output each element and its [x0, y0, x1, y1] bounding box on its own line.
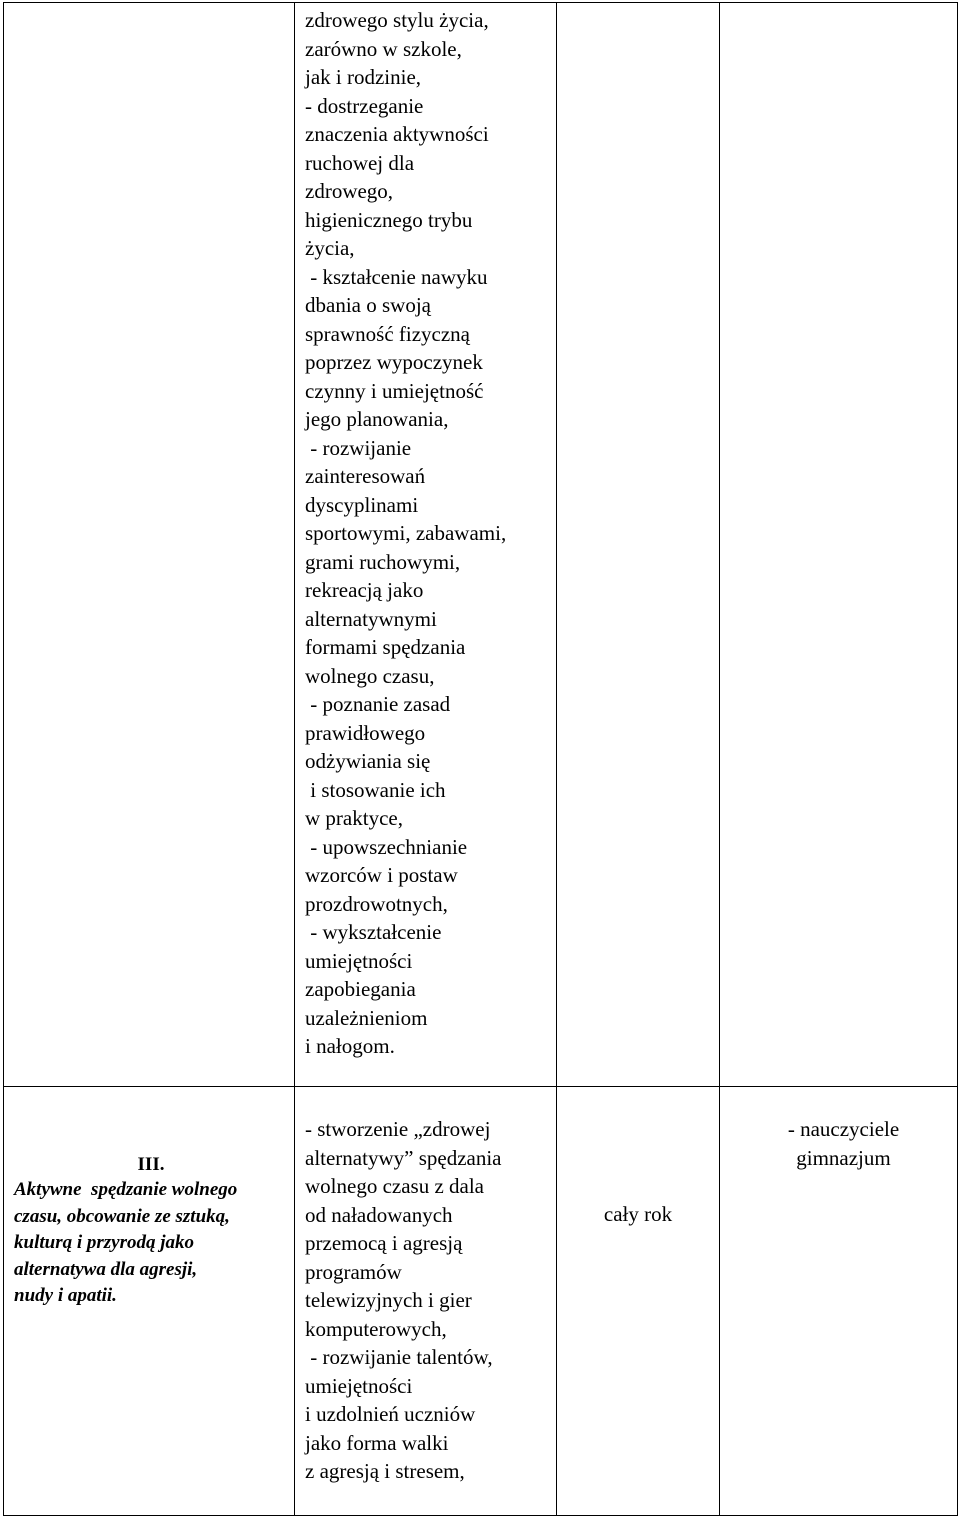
text-line: dyscyplinami: [305, 492, 419, 517]
text-line: programów: [305, 1259, 402, 1284]
text-line: zdrowego stylu życia,: [305, 8, 489, 32]
text-line: i stosowanie ich: [305, 777, 446, 802]
text-line: uzależnieniom: [305, 1005, 428, 1030]
text-line: i uzdolnień uczniów: [305, 1402, 476, 1426]
text-line: alternatywy” spędzania: [305, 1145, 502, 1170]
text-line: prozdrowotnych,: [305, 891, 448, 916]
section-number: III.: [137, 1154, 165, 1175]
goals-cell: [295, 3, 557, 1087]
text-line: wolnego czasu,: [305, 663, 435, 688]
text-line: jako forma walki: [305, 1430, 449, 1455]
text-line: - dostrzeganie: [305, 93, 424, 118]
text-line: grami ruchowymi,: [305, 549, 461, 574]
text-line: formami spędzania: [305, 635, 466, 659]
text-line: odżywiania się: [305, 749, 431, 773]
period-cell: [557, 3, 720, 1087]
text-line: i nałogom.: [305, 1034, 395, 1058]
goals-text: [295, 1087, 556, 1486]
responsible-cell: [720, 3, 958, 1087]
section-title: Aktywne spędzanie wolnego czasu, obcowanie ze sztuką, kulturą i przyrodą jako alternatywa dla agresji, nudy i apatii.: [14, 1179, 238, 1306]
goals-cell: [295, 1087, 557, 1516]
text-line: - upowszechnianie: [305, 834, 468, 859]
text-line: od naładowanych: [305, 1202, 453, 1227]
text-line: umiejętności: [305, 1373, 413, 1398]
text-line: - kształcenie nawyku: [305, 264, 488, 289]
text-line: rekreacją jako: [305, 578, 424, 602]
section-cell: [4, 1087, 295, 1516]
text-line: - rozwijanie talentów,: [305, 1345, 493, 1369]
text-line: przemocą i agresją: [305, 1231, 463, 1255]
text-line: poprzez wypoczynek: [305, 350, 483, 374]
text-line: - stworzenie „zdrowej: [305, 1117, 491, 1141]
text-line: ruchowej dla: [305, 150, 415, 175]
text-line: - poznanie zasad: [305, 692, 451, 716]
text-line: jak i rodzinie,: [305, 65, 422, 89]
program-table: [3, 2, 958, 1516]
text-line: z agresją i stresem,: [305, 1459, 465, 1483]
period-text: cały rok: [603, 1202, 673, 1226]
text-line: czynny i umiejętność: [305, 378, 484, 403]
goals-text: [295, 3, 556, 1061]
text-line: - rozwijanie: [305, 435, 412, 460]
responsible-cell: [720, 1087, 958, 1516]
table-row: [4, 3, 958, 1087]
text-line: zapobiegania: [305, 977, 416, 1001]
text-line: dbania o swoją: [305, 293, 431, 317]
text-line: wzorców i postaw: [305, 863, 458, 887]
text-line: sportowymi, zabawami,: [305, 521, 507, 545]
text-line: zarówno w szkole,: [305, 36, 462, 61]
text-line: - wykształcenie: [305, 920, 442, 944]
text-line: sprawność fizyczną: [305, 321, 471, 346]
text-line: w praktyce,: [305, 806, 403, 830]
table-row: [4, 1087, 958, 1516]
text-line: umiejętności: [305, 948, 413, 973]
text-line: higienicznego trybu: [305, 207, 473, 232]
text-line: zdrowego,: [305, 179, 394, 203]
text-line: prawidłowego: [305, 720, 426, 745]
text-line: zainteresowań: [305, 464, 426, 488]
period-cell: [557, 1087, 720, 1516]
text-line: jego planowania,: [305, 407, 449, 431]
text-line: życia,: [305, 236, 355, 260]
responsible-text: - nauczyciele gimnazjum: [787, 1117, 900, 1170]
text-line: wolnego czasu z dala: [305, 1174, 485, 1198]
text-line: telewizyjnych i gier: [305, 1288, 472, 1312]
section-cell: [4, 3, 295, 1087]
text-line: znaczenia aktywności: [305, 122, 489, 146]
text-line: komputerowych,: [305, 1316, 447, 1341]
text-line: alternatywnymi: [305, 606, 437, 631]
